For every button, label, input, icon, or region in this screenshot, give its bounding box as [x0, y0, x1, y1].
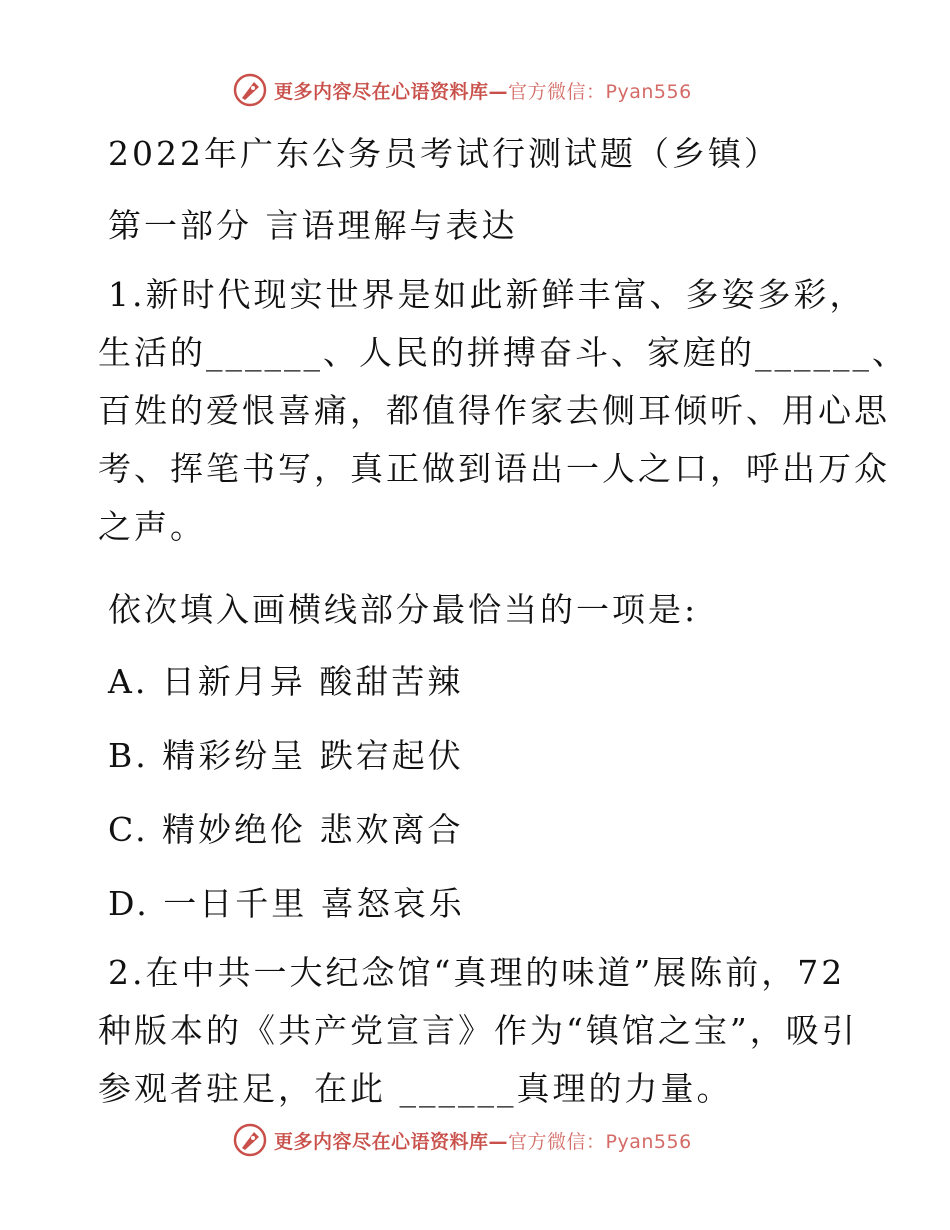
question-2-stem: [98, 944, 858, 1118]
footer-watermark: [232, 1120, 692, 1160]
question-1-stem: [98, 266, 908, 556]
question-line: 1.新时代现实世界是如此新鲜丰富、多姿多彩，: [108, 275, 866, 314]
watermark-text: 更多内容尽在心语资料库—官方微信：Pyan556: [274, 1130, 692, 1153]
question-line: 参观者驻足，在此 ______真理的力量。: [98, 1069, 733, 1108]
pen-nib-logo-icon: [232, 1122, 268, 1158]
document-title: 2022年广东公务员考试行测试题（乡镇）: [108, 134, 780, 173]
question-line: 之声。: [98, 507, 206, 546]
pen-nib-logo-icon: [232, 72, 268, 108]
question-line: 2.在中共一大纪念馆“真理的味道”展陈前，72: [108, 953, 846, 992]
option-d: D. 一日千里 喜怒哀乐: [108, 884, 465, 923]
option-c: C. 精妙绝伦 悲欢离合: [108, 810, 464, 849]
question-line: 生活的______、人民的拼搏奋斗、家庭的______、: [98, 333, 908, 372]
watermark-text: 更多内容尽在心语资料库—官方微信：Pyan556: [274, 80, 692, 103]
header-watermark: [232, 70, 692, 110]
option-b: B. 精彩纷呈 跌宕起伏: [108, 736, 464, 775]
option-a: A. 日新月异 酸甜苦辣: [108, 662, 464, 701]
question-line: 百姓的爱恨喜痛，都值得作家去侧耳倾听、用心思: [98, 391, 890, 430]
question-line: 种版本的《共产党宣言》作为“镇馆之宝”，吸引: [98, 1011, 858, 1050]
section-heading: 第一部分 言语理解与表达: [108, 206, 518, 245]
question-line: 考、挥笔书写，真正做到语出一人之口，呼出万众: [98, 449, 890, 488]
question-1-instruction: 依次填入画横线部分最恰当的一项是:: [108, 590, 699, 629]
